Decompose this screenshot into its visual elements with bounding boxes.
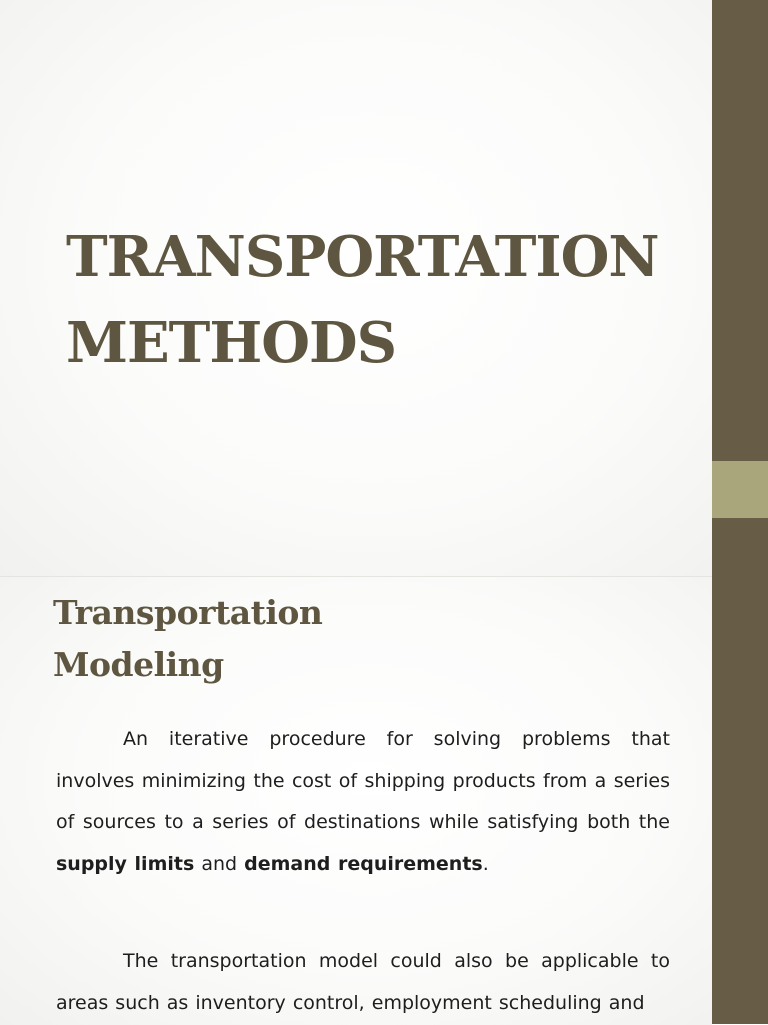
paragraph-text: . (482, 852, 489, 875)
slide-title-line-1: TRANSPORTATION (66, 224, 659, 290)
paragraph-text: An iterative procedure for solving problems that involves minimizing the cost of shipping products from a series of sources to a series of destinations while satisfying both the (56, 728, 670, 833)
slide-title (66, 214, 696, 386)
definition-paragraph (56, 719, 670, 885)
content-slide (0, 576, 712, 1025)
paragraph-text: and (194, 852, 245, 875)
applications-paragraph: The transportation model could also be applicable to areas such as inventory control, employment scheduling and (56, 950, 670, 1014)
section-heading (53, 587, 322, 691)
demand-requirements-term: demand requirements (244, 852, 483, 875)
slide-title-line-2: METHODS (66, 310, 397, 376)
section-heading-line-2: Modeling (53, 645, 224, 684)
sidebar-accent-block (712, 461, 768, 518)
section-heading-line-1: Transportation (53, 593, 323, 632)
supply-limits-term: supply limits (56, 852, 195, 875)
